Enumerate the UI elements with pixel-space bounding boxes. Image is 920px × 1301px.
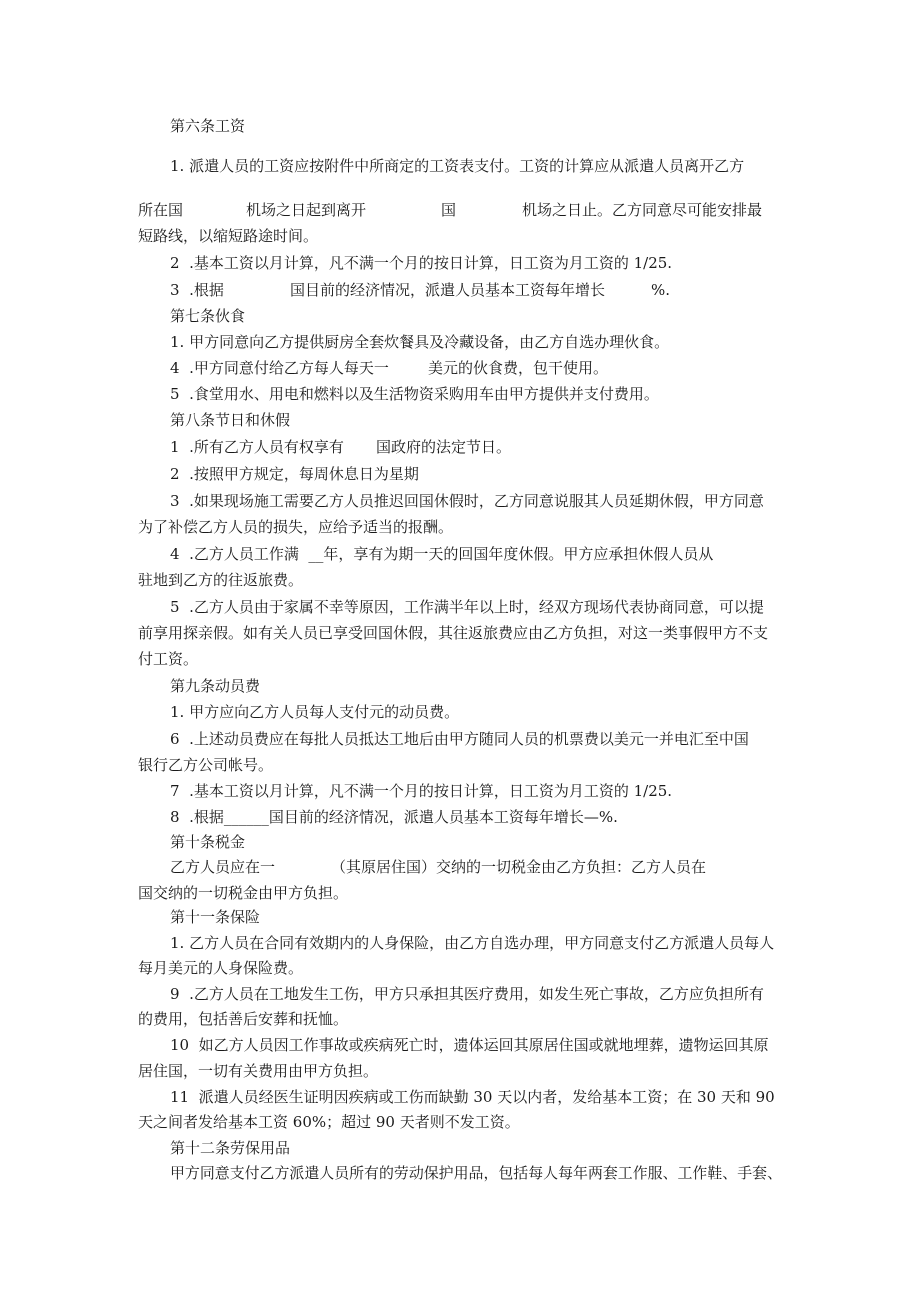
- article-11-item-10-line-2: 居住国，一切有关费用由甲方负担。: [138, 1062, 379, 1080]
- article-9-item-8: 8 .根据______国目前的经济情况，派遣人员基本工资每年增长—%.: [170, 808, 618, 826]
- article-9-item-1: 1. 甲方应向乙方人员每人支付元的动员费。: [170, 703, 460, 721]
- article-8-heading: 第八条节日和休假: [170, 411, 291, 429]
- article-11-item-10-line-1: 10 如乙方人员因工作事故或疾病死亡时，遗体运回其原居住国或就地埋葬，遗物运回其原: [170, 1036, 769, 1054]
- article-6-heading: 第六条工资: [170, 117, 246, 135]
- article-6-item-1-line-2a: 所在国: [138, 201, 184, 219]
- article-8-item-4-line-2: 驻地到乙方的往返旅费。: [138, 571, 304, 589]
- article-9-item-7: 7 .基本工资以月计算，凡不满一个月的按日计算，日工资为月工资的 1/25.: [170, 782, 673, 800]
- article-11-item-1-line-1: 1. 乙方人员在合同有效期内的人身保险，由乙方自选办理，甲方同意支付乙方派遣人员每人: [170, 934, 775, 952]
- article-11-heading: 第十一条保险: [170, 908, 261, 926]
- article-11-item-9-line-1: 9 .乙方人员在工地发生工伤，甲方只承担其医疗费用，如发生死亡事故，乙方应负担所有: [170, 985, 764, 1003]
- article-9-item-6-line-2: 银行乙方公司帐号。: [138, 756, 274, 774]
- article-7-item-5: 5 .食堂用水、用电和燃料以及生活物资采购用车由甲方提供并支付费用。: [170, 385, 659, 403]
- article-6-item-2: 2 .基本工资以月计算，凡不满一个月的按日计算，日工资为月工资的 1/25.: [170, 254, 673, 272]
- article-6-item-3c: %.: [651, 281, 671, 299]
- article-8-item-5-line-3: 付工资。: [138, 650, 199, 668]
- article-11-item-11-line-1: 11 派遣人员经医生证明因疾病或工伤而缺勤 30 天以内者，发给基本工资；在 30 天和 90: [170, 1088, 775, 1106]
- article-8-item-3-line-1: 3 .如果现场施工需要乙方人员推迟回国休假时，乙方同意说服其人员延期休假，甲方同意: [170, 492, 764, 510]
- article-6-item-1-line-3: 短路线，以缩短路途时间。: [138, 227, 319, 245]
- article-10-line-1a: 乙方人员应在一: [170, 858, 276, 876]
- article-12-line-1: 甲方同意支付乙方派遣人员所有的劳动保护用品，包括每人每年两套工作服、工作鞋、手套、: [170, 1164, 783, 1182]
- article-10-heading: 第十条税金: [170, 833, 246, 851]
- article-6-item-1-line-2b: 机场之日起到离开: [246, 201, 367, 219]
- article-11-item-1-line-2: 每月美元的人身保险费。: [138, 959, 304, 977]
- article-6-item-1-line-1: 1. 派遣人员的工资应按附件中所商定的工资表支付。工资的计算应从派遣人员离开乙方: [170, 157, 745, 175]
- article-8-item-1a: 1 .所有乙方人员有权享有: [170, 438, 344, 456]
- article-8-item-3-line-2: 为了补偿乙方人员的损失，应给予适当的报酬。: [138, 518, 454, 536]
- article-9-item-6-line-1: 6 .上述动员费应在每批人员抵达工地后由甲方随同人员的机票费以美元一并电汇至中国: [170, 730, 749, 748]
- article-9-heading: 第九条动员费: [170, 677, 261, 695]
- article-7-heading: 第七条伙食: [170, 307, 246, 325]
- article-10-line-2: 国交纳的一切税金由甲方负担。: [138, 884, 349, 902]
- article-8-item-1b: 国政府的法定节日。: [376, 438, 512, 456]
- article-6-item-1-line-2c: 国: [441, 201, 457, 219]
- article-6-item-3b: 国目前的经济情况，派遣人员基本工资每年增长: [290, 281, 606, 299]
- article-7-item-4a: 4 .甲方同意付给乙方每人每天一: [170, 359, 389, 377]
- article-7-item-4b: 美元的伙食费，包干使用。: [428, 359, 609, 377]
- article-6-item-3a: 3 .根据: [170, 281, 224, 299]
- article-7-item-1: 1. 甲方同意向乙方提供厨房全套炊餐具及冷藏设备，由乙方自选办理伙食。: [170, 333, 670, 351]
- article-12-heading: 第十二条劳保用品: [170, 1139, 291, 1157]
- article-10-line-1b: （其原居住国）交纳的一切税金由乙方负担：乙方人员在: [331, 858, 707, 876]
- article-8-item-5-line-1: 5 .乙方人员由于家属不幸等原因，工作满半年以上时，经双方现场代表协商同意，可以提: [170, 598, 764, 616]
- article-11-item-9-line-2: 的费用，包括善后安葬和抚恤。: [138, 1010, 349, 1028]
- article-6-item-1-line-2d: 机场之日止。乙方同意尽可能安排最: [522, 201, 763, 219]
- article-8-item-2: 2 .按照甲方规定，每周休息日为星期: [170, 465, 419, 483]
- article-11-item-11-line-2: 天之间者发给基本工资 60%；超过 90 天者则不发工资。: [138, 1113, 520, 1131]
- article-8-item-4-line-1: 4 .乙方人员工作满 __年，享有为期一天的回国年度休假。甲方应承担休假人员从: [170, 545, 714, 563]
- article-8-item-5-line-2: 前享用探亲假。如有关人员已享受回国休假，其往返旅费应由乙方负担，对这一类事假甲方不支: [138, 624, 769, 642]
